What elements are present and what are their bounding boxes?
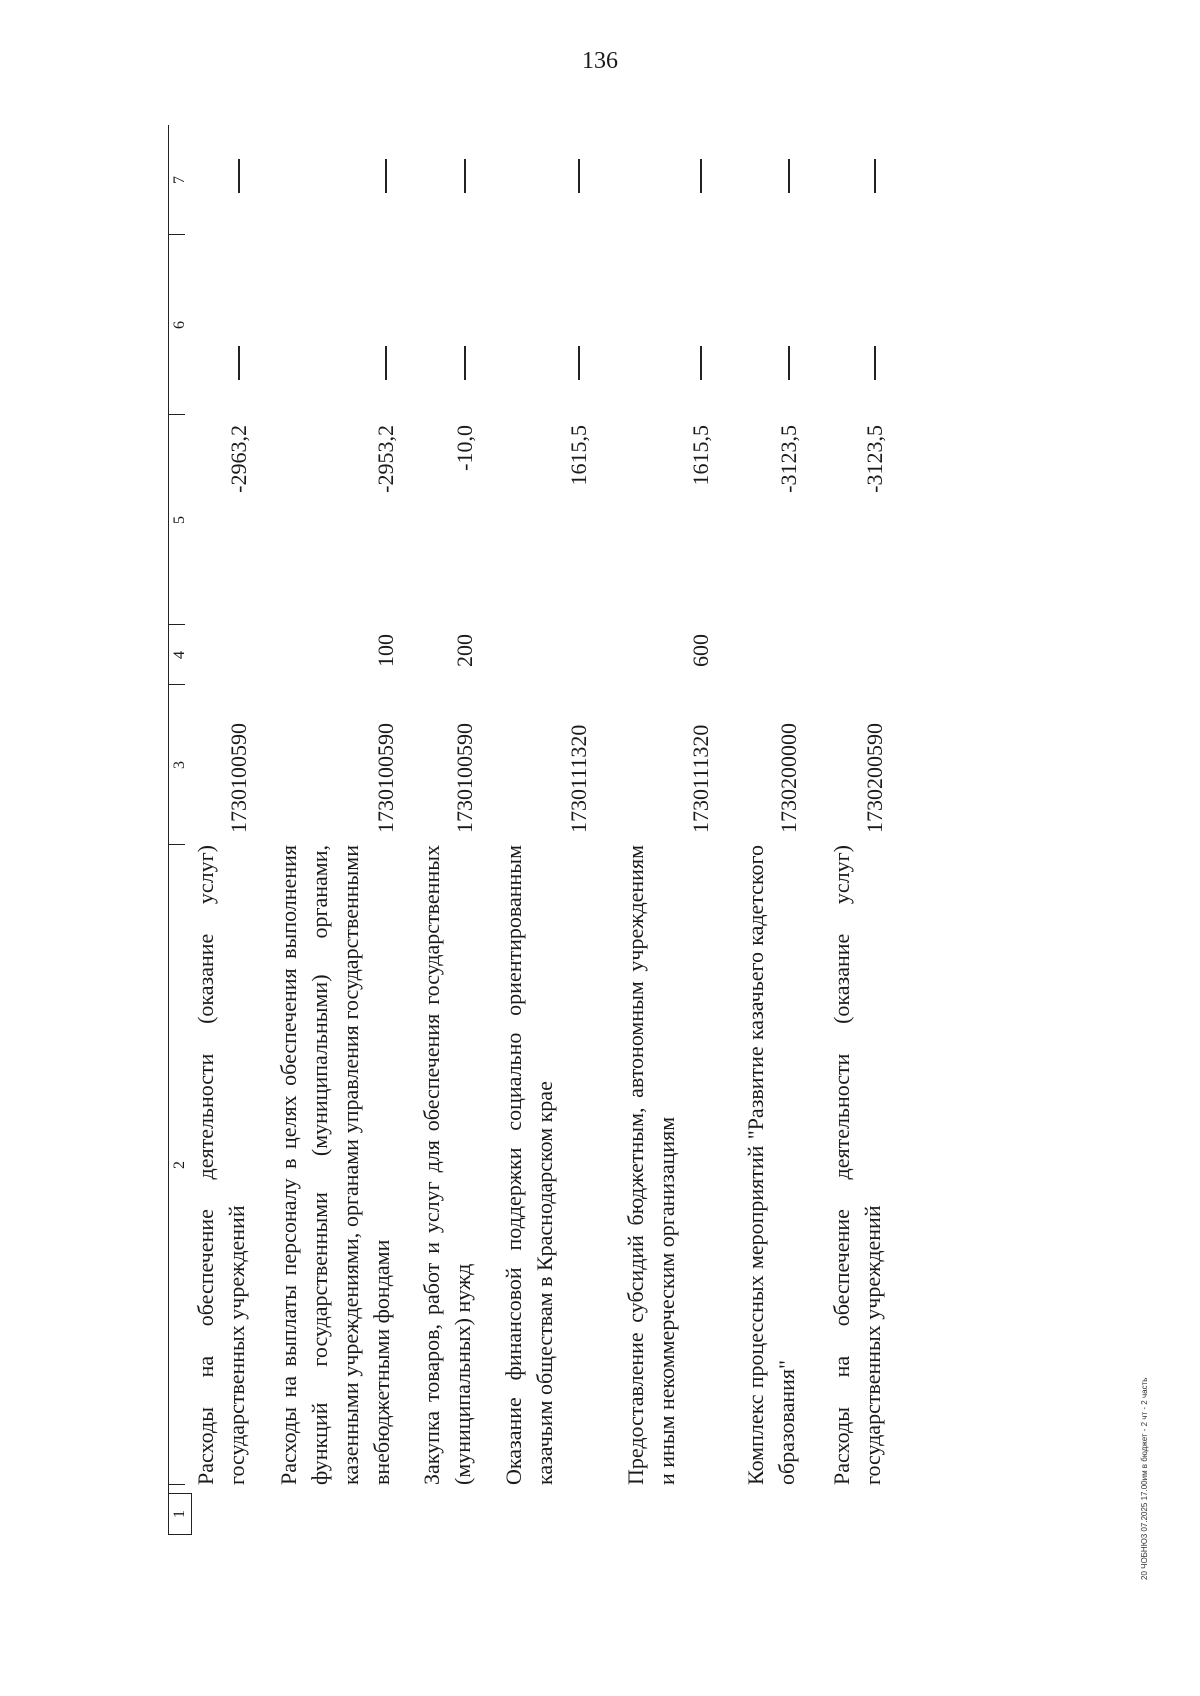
table-header [168, 125, 191, 1535]
row-code: 1730100590 [373, 723, 398, 833]
page-number: 136 [582, 48, 618, 74]
row-code: 1730100590 [452, 723, 477, 833]
table-row [620, 125, 716, 1535]
row-col7-dash [700, 159, 702, 193]
header-col-2: 2 [171, 1161, 188, 1169]
footer-note: 20 ЧОБНЮ3 07.2025 17.00им в бюджет - 2 чт - 2 часть [1140, 1377, 1149, 1580]
row-amount: -10,0 [452, 425, 477, 471]
table-row [273, 125, 401, 1535]
row-col7-dash [464, 159, 466, 193]
row-name: Расходы на обеспечение деятельности (оказание услуг) государственных учреждений [829, 845, 885, 1485]
row-col6-dash [874, 346, 876, 380]
row-col7-dash [874, 159, 876, 193]
row-amount: -3123,5 [776, 425, 801, 493]
row-col7-dash [578, 159, 580, 193]
row-col6-dash [464, 346, 466, 380]
header-col-1: 1 [169, 1493, 192, 1535]
row-name: Расходы на обеспечение деятельности (оказание услуг) государственных учреждений [193, 845, 249, 1485]
row-code: 1730200590 [862, 723, 887, 833]
row-amount: 1615,5 [688, 425, 713, 486]
row-col6-dash [238, 346, 240, 380]
row-amount: -3123,5 [862, 425, 887, 493]
table-row [740, 125, 804, 1535]
row-col7-dash [385, 159, 387, 193]
row-col6-dash [578, 346, 580, 380]
header-col-4: 4 [171, 651, 188, 659]
row-col6-dash [700, 346, 702, 380]
table-row [826, 125, 890, 1535]
row-vr: 100 [373, 634, 398, 667]
row-amount: -2953,2 [373, 425, 398, 493]
row-name: Комплекс процессных мероприятий "Развитие казачьего кадетского образования" [743, 845, 799, 1485]
table-row [190, 125, 254, 1535]
row-col6-dash [385, 346, 387, 380]
budget-table [168, 125, 1078, 1535]
row-name: Расходы на выплаты персоналу в целях обеспечения выполнения функций государственными (муниципальными) органами, казенными учреждениями, органами управления государственными внебюджетными фондами [276, 845, 394, 1485]
row-name: Закупка товаров, работ и услуг для обеспечения государственных (муниципальных) нужд [419, 845, 475, 1485]
table-row [498, 125, 594, 1535]
row-vr: 600 [688, 634, 713, 667]
row-col7-dash [788, 159, 790, 193]
header-col-5: 5 [171, 516, 188, 524]
row-col6-dash [788, 346, 790, 380]
header-col-6: 6 [171, 321, 188, 329]
row-col7-dash [238, 159, 240, 193]
header-col-7: 7 [171, 176, 188, 184]
row-amount: -2963,2 [226, 425, 251, 493]
row-vr: 200 [452, 634, 477, 667]
row-name: Оказание финансовой поддержки социально ориентированным казачьим обществам в Краснодарском крае [501, 845, 557, 1485]
row-code: 1730200000 [776, 723, 801, 833]
row-code: 1730111320 [688, 724, 713, 833]
header-col-3: 3 [171, 761, 188, 769]
row-name: Предоставление субсидий бюджетным, автономным учреждениям и иным некоммерческим организациям [623, 845, 679, 1485]
table-row [416, 125, 480, 1535]
row-code: 1730100590 [226, 723, 251, 833]
row-code: 1730111320 [566, 724, 591, 833]
row-amount: 1615,5 [566, 425, 591, 486]
